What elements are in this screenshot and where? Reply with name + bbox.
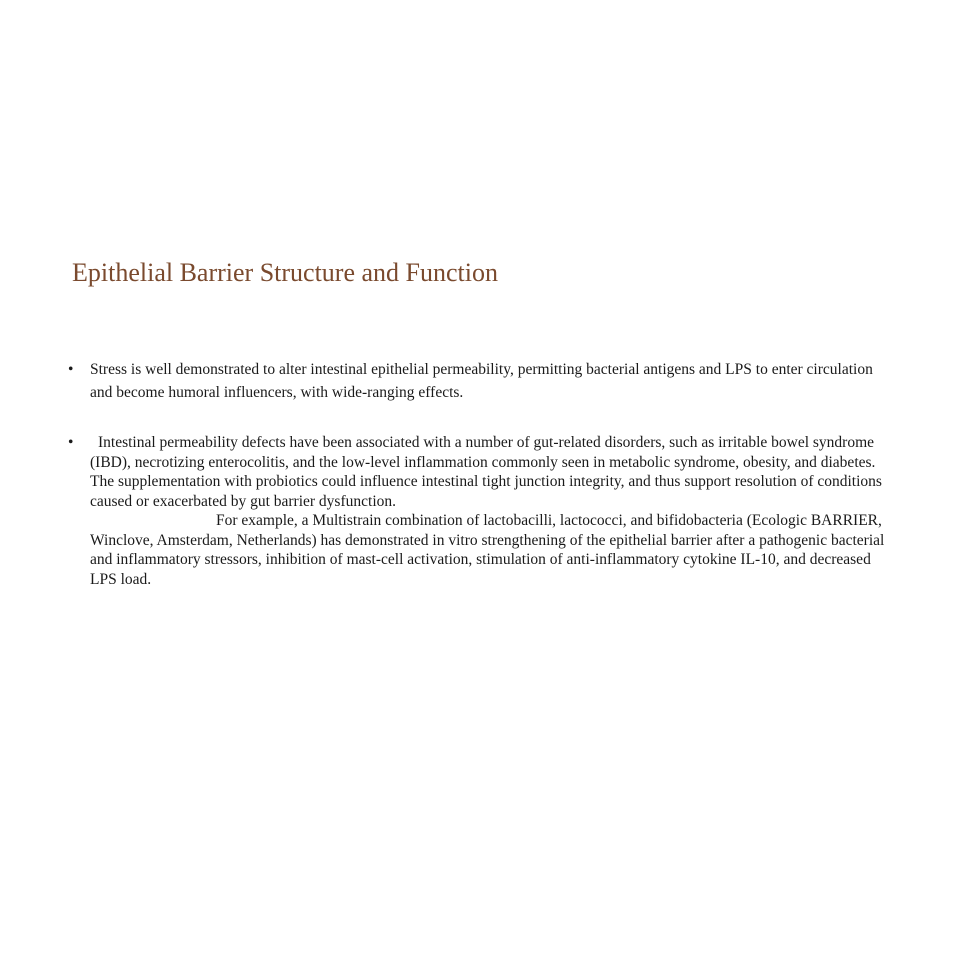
bullet-dot-icon: • bbox=[68, 361, 74, 378]
bullet-text: Intestinal permeability defects have been associated with a number of gut-related disorders, such as irritable bowel syndrome (IBD), necrotizing enterocolitis, and the low-level inflammation commonly seen in metabolic syndrome, obesity, and diabetes. The supplementation with probiotics could influence intestinal tight junction integrity, and thus support resolution of conditions caused or exacerbated by gut barrier dysfunction. bbox=[90, 434, 882, 510]
bullet-text: Stress is well demonstrated to alter intestinal epithelial permeability, permitting bacterial antigens and LPS to enter circulation and become humoral influencers, with wide-ranging effects. bbox=[90, 361, 873, 401]
bullet-continuation-text: For example, a Multistrain combination of lactobacilli, lactococci, and bifidobacteria (Ecologic BARRIER, Winclove, Amsterdam, Netherlands) has demonstrated in vitro strengthening of the epithelial barrier after a pathogenic bacterial and inflammatory stressors, inhibition of mast-cell activation, stimulation of anti-inflammatory cytokine IL-10, and decreased LPS load. bbox=[90, 512, 885, 588]
slide-title: Epithelial Barrier Structure and Function bbox=[72, 258, 498, 287]
bullet-text-block bbox=[90, 433, 898, 589]
bullet-dot-icon: • bbox=[68, 434, 74, 451]
